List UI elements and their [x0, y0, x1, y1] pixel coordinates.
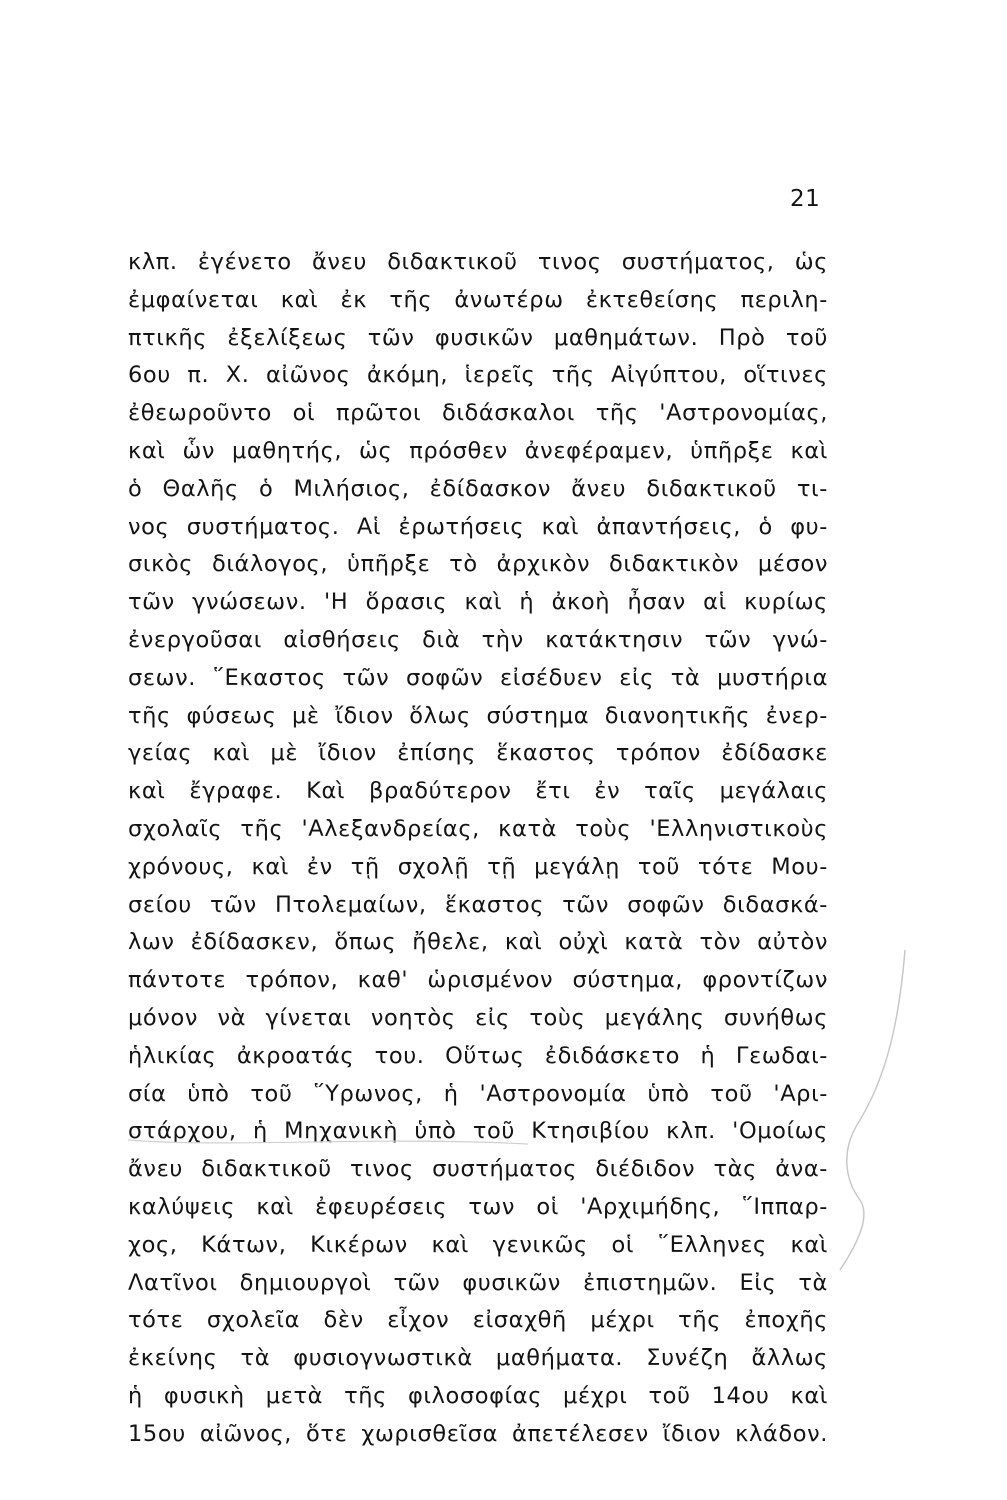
text-line: γείας καὶ μὲ ἴδιον ἐπίσης ἕκαστος τρόπον ἐδίδασκε	[128, 740, 828, 767]
page-number: 21	[790, 186, 821, 212]
text-line: ὁ Θαλῆς ὁ Μιλήσιος, ἐδίδασκον ἄνευ διδακτικοῦ τι-	[128, 475, 828, 502]
text-line: χος, Κάτων, Κικέρων καὶ γενικῶς οἱ ῞Ελληνες καὶ	[128, 1231, 828, 1258]
text-line: ἄνευ διδακτικοῦ τινος συστήματος διέδιδον τὰς ἀνα-	[128, 1156, 828, 1183]
text-line: μόνον νὰ γίνεται νοητὸς εἰς τοὺς μεγάλης συνήθως	[128, 1004, 828, 1031]
text-line: 6ου π. Χ. αἰῶνος ἀκόμη, ἱερεῖς τῆς Αἰγύπτου, οἵτινες	[128, 362, 828, 389]
text-line: 15ου αἰῶνος, ὅτε χωρισθεῖσα ἀπετέλεσεν ἴδιον κλάδον.	[128, 1420, 828, 1447]
text-line: στάρχου, ἡ Μηχανικὴ ὑπὸ τοῦ Κτησιβίου κλπ. 'Ομοίως	[128, 1118, 828, 1145]
text-line: νος συστήματος. Αἱ ἐρωτήσεις καὶ ἀπαντήσεις, ὁ φυ-	[128, 513, 828, 540]
text-line: σία ὑπὸ τοῦ ῞Υρωνος, ἡ 'Αστρονομία ὑπὸ τοῦ 'Αρι-	[128, 1080, 828, 1107]
text-line: Λατῖνοι δημιουργοὶ τῶν φυσικῶν ἐπιστημῶν. Εἰς τὰ	[128, 1269, 828, 1296]
text-line: ἐθεωροῦντο οἱ πρῶτοι διδάσκαλοι τῆς 'Αστρονομίας,	[128, 400, 828, 427]
text-line: πτικῆς ἐξελίξεως τῶν φυσικῶν μαθημάτων. Πρὸ τοῦ	[128, 324, 828, 351]
text-line: τῶν γνώσεων. 'Η ὅρασις καὶ ἡ ἀκοὴ ἦσαν αἱ κυρίως	[128, 589, 828, 616]
body-text	[128, 244, 828, 1454]
text-line: πάντοτε τρόπον, καθ' ὡρισμένον σύστημα, φροντίζων	[128, 967, 828, 994]
text-line: τότε σχολεῖα δὲν εἶχον εἰσαχθῆ μέχρι τῆς ἐποχῆς	[128, 1307, 828, 1334]
text-line: καὶ ὧν μαθητής, ὡς πρόσθεν ἀνεφέραμεν, ὑπῆρξε καὶ	[128, 437, 828, 464]
text-line: σικὸς διάλογος, ὑπῆρξε τὸ ἀρχικὸν διδακτικὸν μέσον	[128, 551, 828, 578]
text-line: σεων. ῞Εκαστος τῶν σοφῶν εἰσέδυεν εἰς τὰ μυστήρια	[128, 664, 828, 691]
text-line: χρόνους, καὶ ἐν τῇ σχολῇ τῇ μεγάλῃ τοῦ τότε Μου-	[128, 853, 828, 880]
text-line: σχολαῖς τῆς 'Αλεξανδρείας, κατὰ τοὺς 'Ελληνιστικοὺς	[128, 815, 828, 842]
text-line: ἡλικίας ἀκροατάς του. Οὕτως ἐδιδάσκετο ἡ Γεωδαι-	[128, 1042, 828, 1069]
text-line: ἐνεργοῦσαι αἰσθήσεις διὰ τὴν κατάκτησιν τῶν γνώ-	[128, 626, 828, 653]
text-line: καλύψεις καὶ ἐφευρέσεις των οἱ 'Αρχιμήδης, ῞Ιππαρ-	[128, 1193, 828, 1220]
text-line: ἐμφαίνεται καὶ ἐκ τῆς ἀνωτέρω ἐκτεθείσης περιλη-	[128, 286, 828, 313]
text-line: καὶ ἔγραφε. Καὶ βραδύτερον ἔτι ἐν ταῖς μεγάλαις	[128, 778, 828, 805]
text-line: σείου τῶν Πτολεμαίων, ἕκαστος τῶν σοφῶν διδασκά-	[128, 891, 828, 918]
margin-pencil-mark	[830, 950, 920, 1290]
text-line: κλπ. ἐγένετο ἄνευ διδακτικοῦ τινος συστήματος, ὡς	[128, 249, 828, 275]
text-line: ἡ φυσικὴ μετὰ τῆς φιλοσοφίας μέχρι τοῦ 14ου καὶ	[128, 1382, 828, 1409]
text-line: λων ἐδίδασκεν, ὅπως ἤθελε, καὶ οὐχὶ κατὰ τὸν αὐτὸν	[128, 929, 828, 956]
text-line: τῆς φύσεως μὲ ἴδιον ὅλως σύστημα διανοητικῆς ἐνερ-	[128, 702, 828, 729]
text-line: ἐκείνης τὰ φυσιογνωστικὰ μαθήματα. Συνέζη ἄλλως	[128, 1345, 828, 1372]
